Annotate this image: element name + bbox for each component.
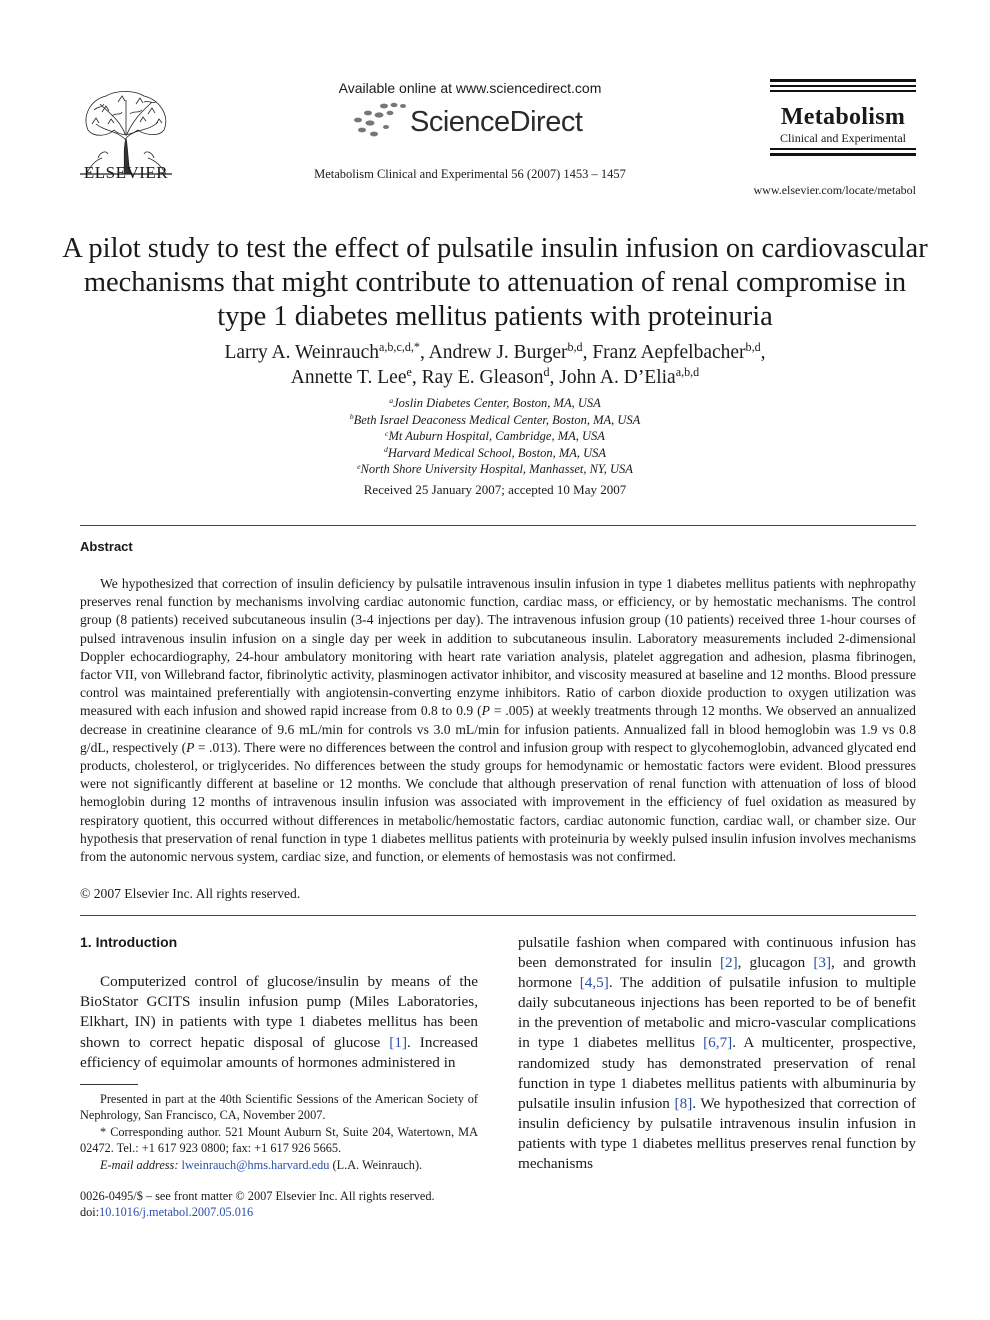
affiliation-list [200,395,790,478]
citation-link[interactable]: [4,5] [579,974,609,992]
abstract-heading: Abstract [80,539,133,554]
citation-link[interactable]: [8] [674,1094,693,1112]
available-online-text[interactable]: Available online at www.sciencedirect.com [338,80,602,96]
author[interactable]: John A. D’Elia$^{a,b,d}$ [559,365,700,388]
footnotes [80,1091,478,1173]
section-heading-introduction: 1. Introduction [80,934,178,950]
divider [80,525,916,526]
divider [80,915,916,916]
journal-logo-subtitle: Clinical and Experimental [780,131,906,145]
received-dates: Received 25 January 2007; accepted 10 May 2007 [363,482,627,497]
issn-line: 0026-0495/$ – see front matter © 2007 Elsevier Inc. All rights reserved. [80,1189,435,1203]
footnote-presented: Presented in part at the 40th Scientific Sessions of the American Society of Nephrology, San Francisco, CA, November 2007. [80,1092,478,1123]
doi-line: doi:10.1016/j.metabol.2007.05.016 [80,1205,254,1220]
sciencedirect-dots-icon [352,102,410,138]
affiliation: $^e$North Shore University Hospital, Manhasset, NY, USA [357,461,633,476]
abstract-text: We hypothesized that correction of insulin deficiency by pulsatile intravenous insulin infusion in type 1 diabetes mellitus patients with nephropathy preserves renal function by mechanisms involving cardiac autonomic function, cardiac mass, or efficiency, or by hemostatic mechanisms. The control group (8 patients) received subcutaneous insulin (3-4 injections per day). The intravenous infusion group (10 patients) received three 1-hour courses of pulsed intravenous insulin infusion on a single day per week in addition to subcutaneous insulin. Laboratory measurements included 2-dimensional Doppler echocardiography, 24-hour ambulatory monitoring with heart rate variation analysis, platelet aggregation and adhesion, plasma fibrinogen, factor VII, von Willebrand factor, fibrinolytic activity, plasminogen activator inhibitor, and viscosity measured at baseline and 12 months. Blood pressure control was maintained preferentially with angiotensin-converting enzyme inhibitors. Ratio of carbon dioxide production to oxygen utilization was measured with each infusion and showed rapid increase from 0.8 to 0.9 (P = .005) at weekly treatments through 12 months. We observed an annualized decrease in creatinine clearance of 9.6 mL/min for controls vs 3.0 mL/min for infusion patients. Annualized fall in blood hemoglobin was 1.9 vs 0.8 g/dL, respectively (P = .013). There were no differences between the control and infusion group with respect to glycohemoglobin, advanced glycated end products, cholesterol, or triglycerides. No differences between the study groups for hemodynamic or hemostatic factors were evident. Blood pressures were not significantly different at baseline or 12 months. We conclude that although preservation of renal function with attenuation of loss of blood hemoglobin during 12 months of intravenous insulin infusion was associated with improvement in the efficiency of fuel oxidation as measured by respiratory quotient, this occurred without differences in metabolic/hemostatic factors, cardiac autonomic function, cardiac wall, or chamber size. Our hypothesis that preservation of renal function in type 1 diabetes mellitus patients with proteinuria by weekly pulsed insulin infusion involves mechanisms from the autonomic nervous system, cardiac size, and function, or elements of hemostasis was not confirmed. [80,576,916,865]
citation-link[interactable]: [2] [719,954,738,972]
author[interactable]: Franz Aepfelbacher$^{b,d}$ [592,340,761,363]
author[interactable]: Annette T. Lee$^e$ [290,365,412,388]
journal-url[interactable]: www.elsevier.com/locate/metabol [753,183,916,197]
citation-link[interactable]: [1] [389,1033,408,1051]
citation-link[interactable]: [6,7] [703,1034,733,1052]
author[interactable]: Larry A. Weinrauch$^{a,b,c,d,*}$ [224,340,420,363]
author-list: Larry A. Weinrauch$^{a,b,c,d,*}$, Andrew J. Burger$^{b,d}$, Franz Aepfelbacher$^{b,d}$, Annette T. Lee$^e$, Ray E. Gleason$^d$, John A. D’Elia$^{a,b,d}$ [224,340,766,388]
article-title: A pilot study to test the effect of pulsatile insulin infusion on cardiovascular mechanisms that might contribute to attenuation of renal compromise in type 1 diabetes mellitus patients with proteinuria [62,233,928,332]
affiliation: $^b$Beth Israel Deaconess Medical Center, Boston, MA, USA [349,412,641,427]
journal-logo-title: Metabolism [780,104,906,130]
journal-logo-rule-top [770,79,916,95]
citation-link[interactable]: [3] [813,954,832,972]
affiliation: $^c$Mt Auburn Hospital, Cambridge, MA, USA [385,428,605,443]
footnote-email: E-mail address: lweinrauch@hms.harvard.edu (L.A. Weinrauch). [100,1157,423,1172]
journal-citation: Metabolism Clinical and Experimental 56 (2007) 1453 – 1457 [314,167,626,181]
body-column-right: pulsatile fashion when compared with continuous infusion has been demonstrated for insulin [2], glucagon [3], and growth hormone [4,5]. The addition of pulsatile infusion to multiple daily subcutaneous injections has been reported to be of benefit in the prevention of metabolic and micro-vascular complications in type 1 diabetes mellitus [6,7]. A multicenter, prospective, randomized study has demonstrated preservation of renal function in type 1 diabetes mellitus patients with albuminuria by pulsatile insulin infusion [8]. We hypothesized that correction of insulin deficiency by pulsatile intravenous insulin infusion in patients with type 1 diabetes mellitus preserves renal function by mechanisms [518,934,917,1173]
doi-link[interactable]: 10.1016/j.metabol.2007.05.016 [99,1205,254,1220]
affiliation: $^a$Joslin Diabetes Center, Boston, MA, USA [389,395,601,410]
abstract-copyright: © 2007 Elsevier Inc. All rights reserved. [80,886,301,901]
sciencedirect-logo[interactable] [352,100,592,144]
body-column-left: Computerized control of glucose/insulin by means of the BioStator GCITS insulin infusion pump (Miles Laboratories, Elkhart, IN) in patients with type 1 diabetes mellitus has been shown to correct hepatic disposal of glucose [1]. Increased efficiency of equimolar amounts of hormones administered in [80,973,478,1071]
front-matter [80,1188,480,1221]
journal-logo-rule-bottom [770,148,916,159]
author[interactable]: Andrew J. Burger$^{b,d}$ [428,340,583,363]
footnote-rule [80,1084,138,1085]
affiliation: $^d$Harvard Medical School, Boston, MA, USA [383,445,607,460]
email-link[interactable]: lweinrauch@hms.harvard.edu [181,1157,330,1172]
footnote-corresponding-author: * Corresponding author. 521 Mount Auburn St, Suite 204, Watertown, MA 02472. Tel.: +1 617 923 0800; fax: +1 617 926 5665. [80,1124,478,1156]
author[interactable]: Ray E. Gleason$^d$ [421,365,550,388]
publisher-name: ELSEVIER [83,163,169,182]
sciencedirect-wordmark: ScienceDirect [410,106,583,138]
